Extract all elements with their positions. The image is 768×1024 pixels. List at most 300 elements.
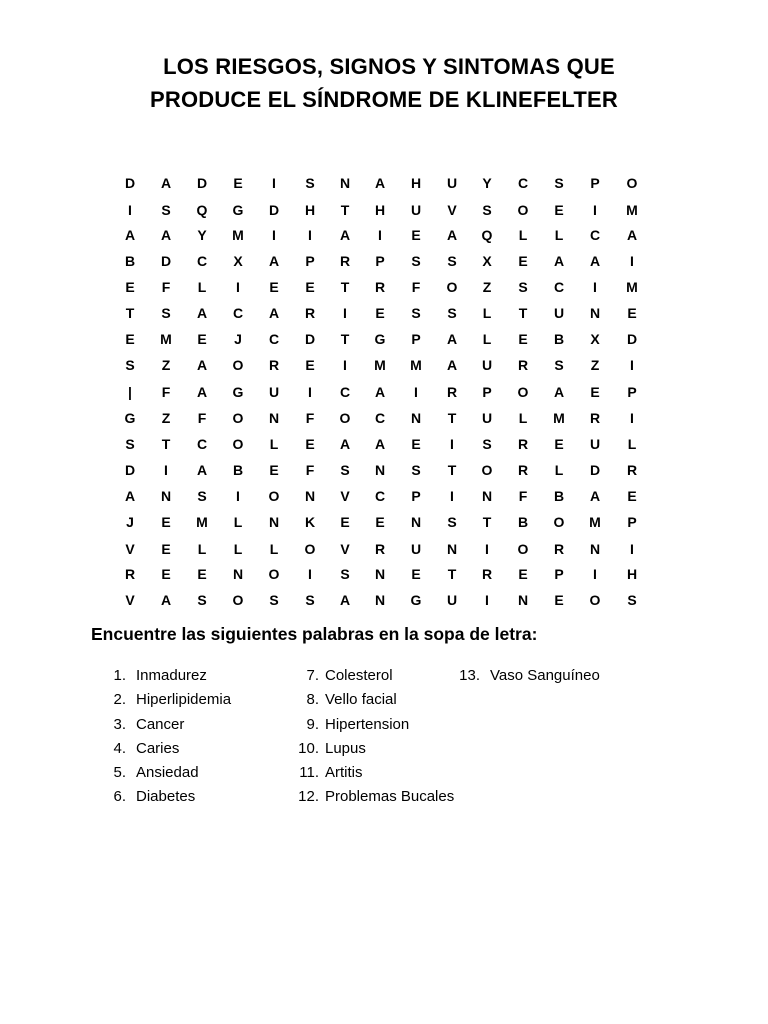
grid-letter: A xyxy=(446,357,458,373)
grid-letter: Z xyxy=(161,410,171,426)
grid-letter: S xyxy=(125,357,135,373)
grid-letter: E xyxy=(269,462,279,478)
grid-letter: U xyxy=(410,202,422,218)
grid-letter: A xyxy=(626,227,638,243)
grid-letter: E xyxy=(197,566,207,582)
grid-letter: I xyxy=(343,357,347,373)
grid-letter: M xyxy=(589,514,601,530)
grid-letter: S xyxy=(411,462,421,478)
grid-letter: A xyxy=(589,488,601,504)
grid-letter: D xyxy=(268,202,280,218)
grid-letter: E xyxy=(411,227,421,243)
grid-letter: T xyxy=(161,436,171,452)
grid-letter: S xyxy=(125,436,135,452)
grid-letter: L xyxy=(554,462,564,478)
grid-letter: R xyxy=(517,462,529,478)
grid-letter: P xyxy=(411,331,421,347)
grid-letter: V xyxy=(340,488,350,504)
item-number: 8. xyxy=(306,691,319,709)
word-list-item xyxy=(100,785,231,809)
grid-letter: O xyxy=(232,436,244,452)
grid-letter: M xyxy=(374,357,386,373)
word-list-item xyxy=(100,761,231,785)
grid-letter: I xyxy=(343,305,347,321)
grid-letter: S xyxy=(411,305,421,321)
grid-letter: L xyxy=(197,279,207,295)
item-word: Hiperlipidemia xyxy=(136,691,232,709)
item-word: Artitis xyxy=(325,764,363,782)
grid-letter: T xyxy=(482,514,492,530)
grid-letter: E xyxy=(375,514,385,530)
grid-letter: E xyxy=(161,514,171,530)
item-number: 4. xyxy=(113,739,126,757)
grid-letter: E xyxy=(340,514,350,530)
grid-letter: C xyxy=(553,279,565,295)
grid-letter: E xyxy=(305,279,315,295)
grid-letter: B xyxy=(553,488,565,504)
grid-letter: I xyxy=(630,253,634,269)
grid-letter: F xyxy=(161,279,171,295)
grid-letter: P xyxy=(554,566,564,582)
grid-letter: R xyxy=(374,279,386,295)
item-number: 9. xyxy=(306,715,319,733)
grid-letter: T xyxy=(447,410,457,426)
grid-letter: S xyxy=(161,202,171,218)
grid-letter: T xyxy=(340,331,350,347)
grid-letter: R xyxy=(304,305,316,321)
grid-letter: L xyxy=(197,541,207,557)
grid-letter: A xyxy=(196,357,208,373)
grid-letter: I xyxy=(630,357,634,373)
grid-letter: I xyxy=(450,488,454,504)
grid-letter: N xyxy=(339,175,351,191)
item-number: 11. xyxy=(299,764,319,782)
grid-letter: O xyxy=(304,541,316,557)
grid-letter: F xyxy=(518,488,528,504)
grid-letter: N xyxy=(446,541,458,557)
grid-letter: O xyxy=(232,357,244,373)
grid-letter: M xyxy=(410,357,422,373)
grid-letter: S xyxy=(305,592,315,608)
item-number: 1. xyxy=(113,667,126,684)
grid-letter: P xyxy=(305,253,315,269)
grid-letter: E xyxy=(554,202,564,218)
grid-letter: M xyxy=(160,331,172,347)
grid-letter: O xyxy=(589,592,601,608)
grid-letter: A xyxy=(339,592,351,608)
grid-letter: T xyxy=(125,305,135,321)
item-word: Vello facial xyxy=(325,691,397,709)
grid-letter: I xyxy=(272,227,276,243)
grid-letter: J xyxy=(234,331,242,347)
grid-letter: N xyxy=(374,462,386,478)
grid-letter: P xyxy=(627,384,637,400)
title-line-1: LOS RIESGOS, SIGNOS Y SINTOMAS QUE xyxy=(163,54,615,79)
grid-letter: E xyxy=(161,566,171,582)
grid-letter: N xyxy=(589,305,601,321)
grid-letter: P xyxy=(482,384,492,400)
grid-letter: R xyxy=(374,541,386,557)
grid-letter: S xyxy=(447,514,457,530)
grid-letter: C xyxy=(374,410,386,426)
item-word: Ansiedad xyxy=(136,764,199,782)
grid-letter: F xyxy=(305,462,315,478)
grid-letter: A xyxy=(124,488,136,504)
grid-letter: T xyxy=(518,305,528,321)
grid-letter: I xyxy=(128,202,132,218)
grid-letter: I xyxy=(593,202,597,218)
grid-letter: S xyxy=(627,592,637,608)
grid-letter: N xyxy=(481,488,493,504)
grid-letter: C xyxy=(339,384,351,400)
grid-letter: I xyxy=(630,410,634,426)
grid-letter: M xyxy=(196,514,208,530)
item-number: 7. xyxy=(306,667,319,684)
grid-letter: A xyxy=(160,592,172,608)
grid-letter: Z xyxy=(161,357,171,373)
grid-letter: U xyxy=(481,357,493,373)
grid-letter: X xyxy=(590,331,600,347)
grid-letter: S xyxy=(518,279,528,295)
grid-letter: E xyxy=(305,357,315,373)
page-title xyxy=(0,50,768,116)
grid-letter: I xyxy=(593,566,597,582)
item-number: 6. xyxy=(113,788,126,806)
item-word: Diabetes xyxy=(136,788,196,806)
grid-letter: M xyxy=(232,227,244,243)
grid-letter: C xyxy=(517,175,529,191)
grid-letter: N xyxy=(410,410,422,426)
grid-letter: U xyxy=(553,305,565,321)
grid-letter: R xyxy=(124,566,136,582)
grid-letter: D xyxy=(160,253,172,269)
word-list-item xyxy=(100,664,231,688)
grid-letter: S xyxy=(305,175,315,191)
grid-letter: A xyxy=(374,175,386,191)
grid-letter: L xyxy=(482,331,492,347)
grid-letter: G xyxy=(232,202,244,218)
grid-letter: L xyxy=(518,227,528,243)
grid-letter: H xyxy=(626,566,638,582)
grid-letter: A xyxy=(446,227,458,243)
grid-letter: F xyxy=(305,410,315,426)
grid-letter: X xyxy=(482,253,492,269)
grid-letter: Z xyxy=(590,357,600,373)
grid-letter: E xyxy=(518,253,528,269)
grid-letter: L xyxy=(269,541,279,557)
grid-letter: B xyxy=(517,514,529,530)
grid-letter: R xyxy=(626,462,638,478)
grid-letter: | xyxy=(128,384,132,400)
grid-letter: C xyxy=(374,488,386,504)
grid-letter: P xyxy=(411,488,421,504)
grid-letter: L xyxy=(627,436,637,452)
grid-letter: E xyxy=(411,436,421,452)
grid-letter: A xyxy=(339,227,351,243)
grid-letter: A xyxy=(339,436,351,452)
grid-letter: Q xyxy=(481,227,493,243)
grid-letter: R xyxy=(553,541,565,557)
word-list-column-3 xyxy=(452,664,600,688)
grid-letter: L xyxy=(233,514,243,530)
grid-letter: R xyxy=(481,566,493,582)
word-list-item xyxy=(100,737,231,761)
grid-letter: E xyxy=(411,566,421,582)
grid-letter: E xyxy=(305,436,315,452)
grid-letter: Z xyxy=(482,279,492,295)
grid-letter: N xyxy=(268,410,280,426)
grid-letter: U xyxy=(268,384,280,400)
word-list-column-1 xyxy=(100,664,231,810)
grid-letter: A xyxy=(446,331,458,347)
grid-letter: O xyxy=(268,488,280,504)
grid-letter: M xyxy=(626,279,638,295)
grid-letter: I xyxy=(485,592,489,608)
grid-letter: S xyxy=(482,202,492,218)
grid-letter: D xyxy=(124,462,136,478)
item-word: Cancer xyxy=(136,715,185,733)
grid-letter: H xyxy=(374,202,386,218)
grid-letter: R xyxy=(589,410,601,426)
grid-letter: S xyxy=(197,592,207,608)
grid-letter: C xyxy=(589,227,601,243)
word-list-item xyxy=(290,688,454,712)
grid-letter: O xyxy=(517,541,529,557)
grid-letter: T xyxy=(447,566,457,582)
item-number: 13. xyxy=(459,667,480,684)
grid-letter: D xyxy=(589,462,601,478)
title-line-2: PRODUCE EL SÍNDROME DE KLINEFELTER xyxy=(149,87,619,112)
grid-letter: O xyxy=(232,410,244,426)
grid-letter: S xyxy=(482,436,492,452)
word-list-item xyxy=(290,761,454,785)
grid-letter: I xyxy=(414,384,418,400)
grid-letter: A xyxy=(160,175,172,191)
grid-letter: E xyxy=(554,436,564,452)
grid-letter: H xyxy=(304,202,316,218)
grid-letter: N xyxy=(410,514,422,530)
word-list-item xyxy=(290,785,454,809)
grid-letter: Y xyxy=(197,227,207,243)
grid-letter: N xyxy=(160,488,172,504)
grid-letter: R xyxy=(517,357,529,373)
grid-letter: N xyxy=(304,488,316,504)
grid-letter: E xyxy=(627,488,637,504)
grid-letter: E xyxy=(125,279,135,295)
grid-letter: S xyxy=(340,566,350,582)
grid-letter: R xyxy=(339,253,351,269)
grid-letter: S xyxy=(447,305,457,321)
grid-letter: P xyxy=(375,253,385,269)
grid-letter: S xyxy=(161,305,171,321)
grid-letter: G xyxy=(374,331,386,347)
grid-letter: H xyxy=(410,175,422,191)
grid-letter: U xyxy=(410,541,422,557)
grid-letter: E xyxy=(197,331,207,347)
grid-letter: O xyxy=(339,410,351,426)
grid-letter: A xyxy=(196,305,208,321)
item-word: Problemas Bucales xyxy=(325,788,455,806)
grid-letter: V xyxy=(447,202,457,218)
grid-letter: A xyxy=(160,227,172,243)
grid-letter: A xyxy=(124,227,136,243)
grid-letter: K xyxy=(304,514,316,530)
grid-letter: V xyxy=(340,541,350,557)
item-number: 2. xyxy=(113,691,126,709)
grid-letter: C xyxy=(196,253,208,269)
grid-letter: N xyxy=(589,541,601,557)
word-list-item xyxy=(452,664,600,688)
grid-letter: O xyxy=(481,462,493,478)
grid-letter: U xyxy=(446,592,458,608)
grid-letter: R xyxy=(446,384,458,400)
grid-letter: C xyxy=(196,436,208,452)
grid-letter: B xyxy=(553,331,565,347)
grid-letter: E xyxy=(269,279,279,295)
item-word: Hipertension xyxy=(325,715,410,733)
grid-letter: P xyxy=(590,175,600,191)
grid-letter: F xyxy=(411,279,421,295)
grid-letter: I xyxy=(593,279,597,295)
grid-letter: M xyxy=(553,410,565,426)
grid-letter: D xyxy=(124,175,136,191)
item-number: 3. xyxy=(113,715,126,733)
grid-letter: E xyxy=(590,384,600,400)
grid-letter: U xyxy=(589,436,601,452)
grid-letter: Y xyxy=(482,175,492,191)
grid-letter: N xyxy=(374,566,386,582)
grid-letter: G xyxy=(124,410,136,426)
grid-letter: T xyxy=(340,202,350,218)
grid-letter: O xyxy=(517,202,529,218)
grid-letter: I xyxy=(308,566,312,582)
grid-letter: A xyxy=(553,253,565,269)
item-word: Colesterol xyxy=(325,667,393,684)
grid-letter: O xyxy=(232,592,244,608)
grid-letter: I xyxy=(236,279,240,295)
grid-letter: F xyxy=(197,410,207,426)
item-number: 5. xyxy=(113,764,126,782)
grid-letter: O xyxy=(268,566,280,582)
grid-letter: C xyxy=(232,305,244,321)
grid-letter: M xyxy=(626,202,638,218)
word-list-column-2 xyxy=(290,664,454,810)
grid-letter: L xyxy=(269,436,279,452)
item-word: Vaso Sanguíneo xyxy=(490,667,600,684)
grid-letter: E xyxy=(125,331,135,347)
grid-letter: S xyxy=(554,175,564,191)
grid-letter: S xyxy=(447,253,457,269)
grid-letter: A xyxy=(553,384,565,400)
grid-letter: L xyxy=(554,227,564,243)
grid-letter: G xyxy=(410,592,422,608)
grid-letter: V xyxy=(125,541,135,557)
grid-letter: I xyxy=(164,462,168,478)
grid-letter: I xyxy=(308,384,312,400)
word-list-item xyxy=(290,737,454,761)
grid-letter: N xyxy=(232,566,244,582)
grid-letter: O xyxy=(626,175,638,191)
grid-letter: L xyxy=(233,541,243,557)
grid-letter: Q xyxy=(196,202,208,218)
grid-letter: U xyxy=(481,410,493,426)
grid-letter: I xyxy=(485,541,489,557)
grid-letter: E xyxy=(518,331,528,347)
grid-letter: E xyxy=(518,566,528,582)
grid-letter: I xyxy=(308,227,312,243)
grid-letter: N xyxy=(268,514,280,530)
item-word: Inmadurez xyxy=(136,667,207,684)
grid-letter: O xyxy=(517,384,529,400)
grid-letter: I xyxy=(236,488,240,504)
grid-letter: A xyxy=(196,384,208,400)
item-word: Caries xyxy=(136,739,180,757)
grid-letter: A xyxy=(374,384,386,400)
grid-letter: A xyxy=(196,462,208,478)
grid-letter: L xyxy=(482,305,492,321)
grid-letter: A xyxy=(268,305,280,321)
item-word: Lupus xyxy=(325,739,366,757)
instructions: Encuentre las siguientes palabras en la sopa de letra: xyxy=(91,624,538,644)
grid-letter: E xyxy=(375,305,385,321)
grid-letter: C xyxy=(268,331,280,347)
word-list-item xyxy=(290,713,454,737)
grid-letter: T xyxy=(447,462,457,478)
grid-letter: J xyxy=(126,514,134,530)
grid-letter: E xyxy=(554,592,564,608)
grid-letter: N xyxy=(374,592,386,608)
grid-letter: D xyxy=(304,331,316,347)
grid-letter: O xyxy=(553,514,565,530)
grid-letter: S xyxy=(411,253,421,269)
grid-letter: A xyxy=(268,253,280,269)
grid-letter: R xyxy=(268,357,280,373)
grid-letter: S xyxy=(197,488,207,504)
grid-letter: F xyxy=(161,384,171,400)
grid-letter: D xyxy=(196,175,208,191)
grid-letter: P xyxy=(627,514,637,530)
grid-letter: N xyxy=(517,592,529,608)
grid-letter: T xyxy=(340,279,350,295)
grid-letter: I xyxy=(272,175,276,191)
grid-letter: R xyxy=(517,436,529,452)
grid-letter: E xyxy=(161,541,171,557)
grid-letter: U xyxy=(446,175,458,191)
grid-letter: S xyxy=(554,357,564,373)
grid-letter: A xyxy=(589,253,601,269)
grid-letter: V xyxy=(125,592,135,608)
word-list-item xyxy=(290,664,454,688)
grid-letter: B xyxy=(124,253,136,269)
grid-letter: G xyxy=(232,384,244,400)
item-number: 10. xyxy=(298,739,319,757)
grid-letter: A xyxy=(374,436,386,452)
grid-letter: E xyxy=(627,305,637,321)
grid-letter: I xyxy=(630,541,634,557)
grid-letter: B xyxy=(232,462,244,478)
grid-letter: S xyxy=(340,462,350,478)
grid-letter: E xyxy=(233,175,243,191)
word-list-item xyxy=(100,688,231,712)
grid-letter: I xyxy=(450,436,454,452)
grid-letter: X xyxy=(233,253,243,269)
item-number: 12. xyxy=(298,788,319,806)
grid-letter: S xyxy=(269,592,279,608)
word-list-item xyxy=(100,713,231,737)
grid-letter: D xyxy=(626,331,638,347)
grid-letter: O xyxy=(446,279,458,295)
grid-letter: L xyxy=(518,410,528,426)
